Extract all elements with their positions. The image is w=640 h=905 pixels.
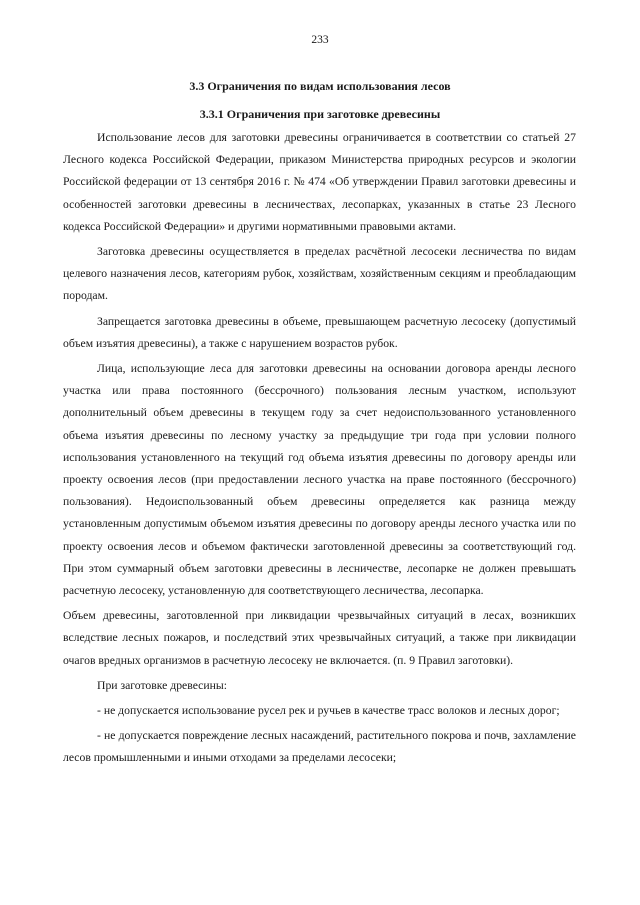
list-item-damage: - не допускается повреждение лесных насаждений, растительного покрова и почв, захламление лесов промышленными и иными отходами за пределами лесосеки;: [63, 729, 576, 765]
section-heading: 3.3 Ограничения по видам использования лесов: [189, 79, 451, 93]
paragraph-emergency-volume: Объем древесины, заготовленной при ликвидации чрезвычайных ситуаций в лесах, возникших вследствие лесных пожаров, и последствий этих чрезвычайных ситуаций, а также при ликвидации очагов вредных организмов в расчетную лесосеку не включается. (п. 9 Правил заготовки).: [63, 609, 576, 667]
subsection-heading: 3.3.1 Ограничения при заготовке древесины: [199, 107, 441, 121]
paragraph-unused-volume: Лица, использующие леса для заготовки древесины на основании договора аренды лесного участка или права постоянного (бессрочного) пользования лесным участком, используют дополнительный объем древесины в текущем году за счет недоиспользованного установленного объема изъятия древесины по лесному участку за предыдущие три года при условии полного использования установленного на текущий год объема изъятия древесины по договору аренды или проекту освоения лесов (при предоставлении лесного участка на праве постоянного (бессрочного) пользования). Недоиспользованный объем древесины определяется как разница между установленным допустимым объемом изъятия древесины по договору аренды лесного участка или по проекту освоения лесов и объемом фактически заготовленной древесины за соответствующий год. При этом суммарный объем заготовки древесины в лесничестве, лесопарке не должен превышать расчетную лесосеку, установленную для соответствующего лесничества, лесопарка.: [63, 362, 576, 598]
body-text: [63, 127, 576, 770]
list-item-riverbeds: - не допускается использование русел рек и ручьев в качестве трасс волоков и лесных дорог;: [97, 704, 560, 718]
paragraph-legal-basis: Использование лесов для заготовки древесины ограничивается в соответствии со статьей 27 Лесного кодекса Российской Федерации, приказом Министерства природных ресурсов и экологии Российской федерации от 13 сентября 2016 г. № 474 «Об утверждении Правил заготовки древесины и особенностей заготовки древесины в лесничествах, лесопарках, указанных в статье 23 Лесного кодекса Российской Федерации» и другими нормативными правовыми актами.: [63, 131, 576, 233]
paragraph-list-intro: При заготовке древесины:: [97, 678, 227, 692]
paragraph-prohibition: Запрещается заготовка древесины в объеме, превышающем расчетную лесосеку (допустимый объем изъятия древесины), а также с нарушением возрастов рубок.: [63, 314, 576, 350]
paragraph-allowable-cut: Заготовка древесины осуществляется в пределах расчётной лесосеки лесничества по видам целевого назначения лесов, категориям рубок, хозяйствам, хозяйственным секциям и преобладающим породам.: [63, 245, 576, 303]
page-number: 233: [311, 34, 329, 46]
